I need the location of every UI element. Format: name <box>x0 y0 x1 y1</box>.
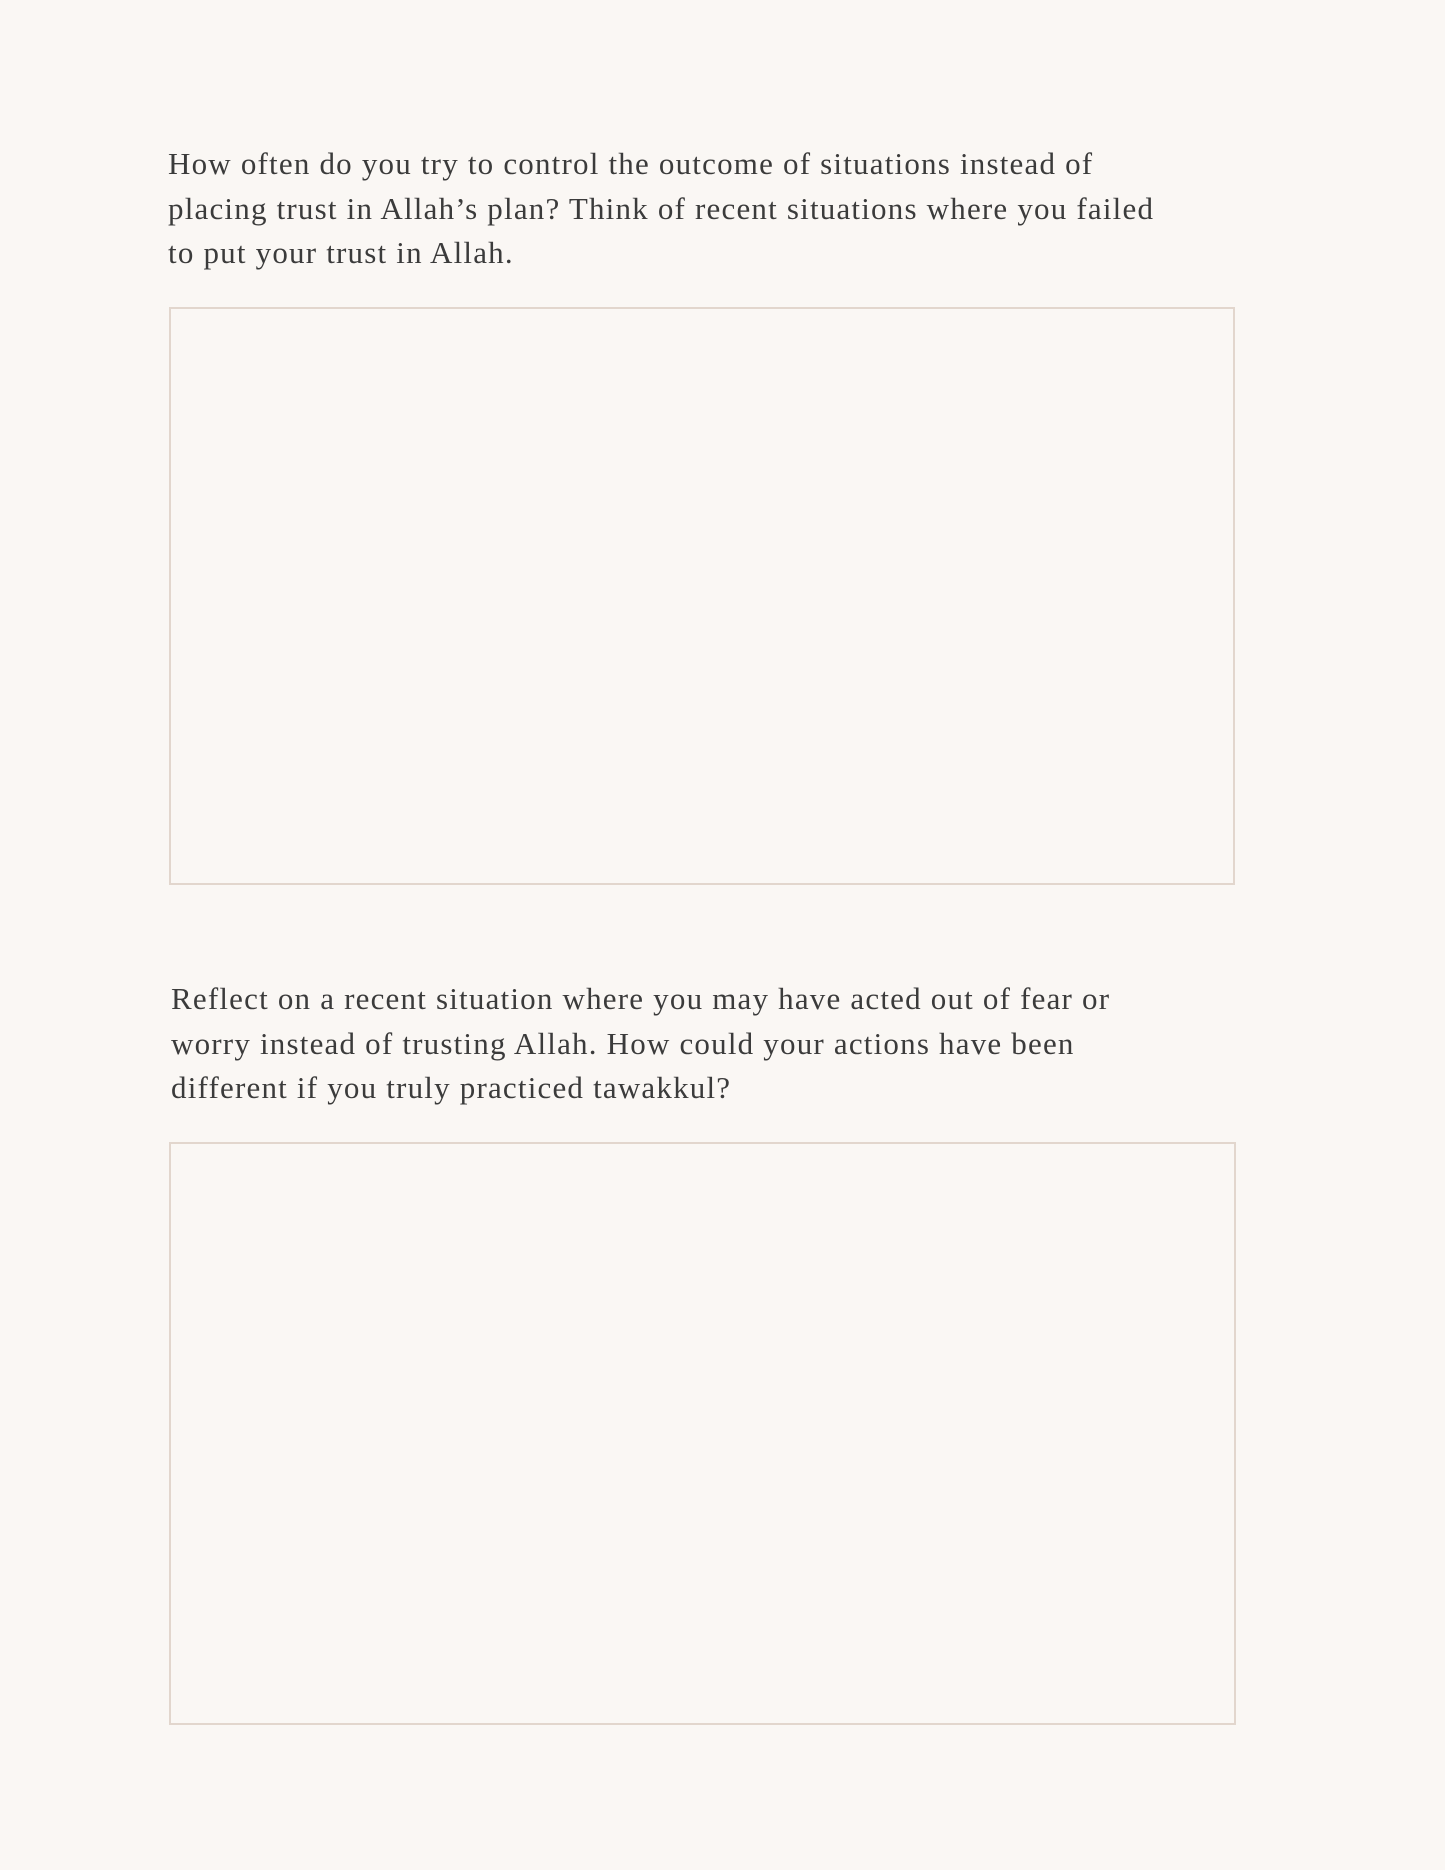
prompt-1-line-1: How often do you try to control the outcome of situations instead of <box>168 146 1094 181</box>
answer-box-2[interactable] <box>169 1142 1236 1725</box>
prompt-2-line-2: worry instead of trusting Allah. How could your actions have been <box>171 1025 1075 1061</box>
prompt-1-line-3: to put your trust in Allah. <box>168 235 514 270</box>
prompt-2-line-3: different if you truly practiced tawakkul? <box>171 1070 732 1105</box>
answer-box-1[interactable] <box>169 307 1235 885</box>
prompt-2-line-1: Reflect on a recent situation where you may have acted out of fear or <box>171 981 1111 1016</box>
prompt-1-line-2: placing trust in Allah’s plan? Think of recent situations where you failed <box>168 190 1155 226</box>
reflection-prompt-2 <box>171 977 1110 1111</box>
reflection-prompt-1 <box>168 142 1154 276</box>
